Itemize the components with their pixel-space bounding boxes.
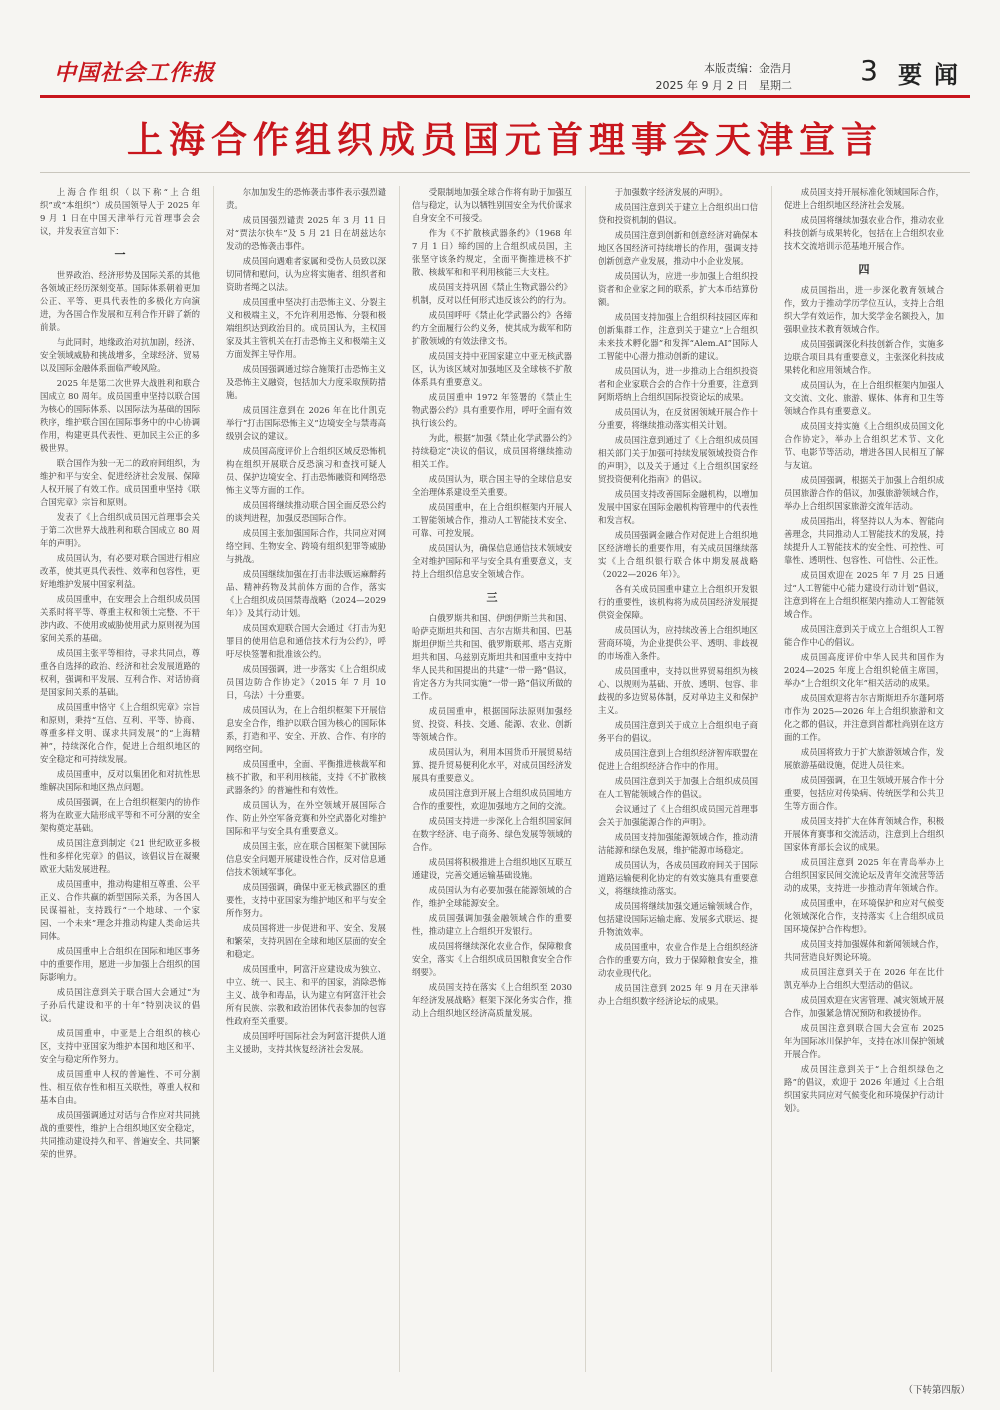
- paragraph: 成员国认为，在反贫困领域开展合作十分重要，将继续推动落实相关计划。: [598, 407, 758, 430]
- paragraph: 成员国欢迎联合国大会通过《打击为犯罪目的使用信息和通信技术行为公约》，呼吁尽快签署和批准该公约。: [226, 623, 386, 659]
- paragraph: 成员国强烈谴责 2025 年 3 月 11 日对“贾法尔快车”及 5 月 21 日在胡兹达尔发动的恐怖袭击事件。: [226, 215, 386, 251]
- paragraph: 成员国注意到创新和创意经济对确保本地区各国经济可持续增长的作用，强调支持创新创意产业发展，推动中小企业发展。: [598, 230, 758, 266]
- paragraph: 成员国主张平等相待，寻求共同点，尊重各自选择的政治、经济和社会发展道路的权利，强调和平发展、互利合作、对话协商是国家间关系的基础。: [40, 648, 200, 697]
- paragraph: 成员国重申，反对以集团化和对抗性思维解决国际和地区热点问题。: [40, 769, 200, 792]
- paragraph: 成员国强调通过综合施策打击恐怖主义及恐怖主义融资，包括加大力度采取预防措施。: [226, 364, 386, 400]
- paragraph: 成员国支持在落实《上合组织至 2030 年经济发展战略》框架下深化务实合作，推动上合组织地区经济高质量发展。: [412, 982, 572, 1018]
- paragraph: 成员国高度评价上合组织区域反恐怖机构在组织开展联合反恐演习和查找可疑人员、保护边境安全、打击恐怖融资和网络恐怖主义等方面的工作。: [226, 446, 386, 495]
- paragraph: 成员国注意到关于在 2026 年在比什凯克举办上合组织大型活动的倡议。: [784, 967, 944, 990]
- paragraph: 成员国重申，推动构建相互尊重、公平正义、合作共赢的新型国际关系，为各国人民谋福祉，支持践行“一个地球、一个家园、一个未来”理念并推动构建人类命运共同体。: [40, 879, 200, 941]
- paragraph: 成员国认为，在上合组织框架内加强人文交流、文化、旅游、媒体、体育和卫生等领域合作具有重要意义。: [784, 380, 944, 416]
- paragraph: 联合国作为独一无二的政府间组织，为维护和平与安全、促进经济社会发展、保障人权开展了有效工作。成员国重申坚持《联合国宪章》宗旨和原则。: [40, 458, 200, 507]
- paragraph: 白俄罗斯共和国、伊朗伊斯兰共和国、哈萨克斯坦共和国、吉尔吉斯共和国、巴基斯坦伊斯兰共和国、俄罗斯联邦、塔吉克斯坦共和国、乌兹别克斯坦共和国重申支持中华人民共和国提出的共建“一带一路”倡议，肯定各方为共同实施“一带一路”倡议所做的工作。: [412, 613, 572, 701]
- paragraph: 成员国注意到关于成立上合组织电子商务平台的倡议。: [598, 720, 758, 743]
- paragraph: 成员国强调，确保中亚无核武器区的重要性，支持中亚国家为维护地区和平与安全所作努力。: [226, 882, 386, 918]
- paragraph: 成员国主张加强国际合作，共同应对网络空间、生物安全、跨境有组织犯罪等威胁与挑战。: [226, 528, 386, 564]
- paragraph: 成员国重申，在上合组织框架内开展人工智能领域合作，推动人工智能技术安全、可靠、可控发展。: [412, 502, 572, 538]
- section-numeral: 四: [858, 263, 870, 276]
- paragraph: 成员国将继续推动联合国全面反恐公约的谈判进程，加强反恐国际合作。: [226, 500, 386, 523]
- paragraph: 成员国强调，在卫生领域开展合作十分重要，包括应对传染病、传统医学和公共卫生等方面合作。: [784, 775, 944, 811]
- paragraph: 成员国注意到关于成立上合组织人工智能合作中心的倡议。: [784, 624, 944, 647]
- paragraph: 成员国重申，阿富汗应建设成为独立、中立、统一、民主、和平的国家，消除恐怖主义、战争和毒品，认为建立有阿富汗社会所有民族、宗教和政治团体代表参加的包容性政府至关重要。: [226, 964, 386, 1026]
- paragraph: 成员国将致力于扩大旅游领域合作，发展旅游基础设施，促进人员往来。: [784, 747, 944, 770]
- article-column-5: [784, 186, 944, 1372]
- paragraph: 尔加加发生的恐怖袭击事件表示强烈谴责。: [226, 187, 386, 210]
- column-divider: [585, 186, 586, 1372]
- article-column-4: [598, 186, 758, 1372]
- headline: 上海合作组织成员国元首理事会天津宣言: [126, 120, 883, 161]
- paragraph: 成员国重申 1972 年签署的《禁止生物武器公约》具有重要作用，呼吁全面有效执行该公约。: [412, 392, 572, 428]
- paragraph: 成员国注意到关于建立上合组织出口信贷和投资机制的倡议。: [598, 202, 758, 225]
- paragraph: 成员国认为，各成员国政府间关于国际道路运输便利化协定的有效实施具有重要意义，将继续推动落实。: [598, 860, 758, 896]
- paragraph: 成员国重申，在环境保护和应对气候变化领域深化合作，支持落实《上合组织成员国环境保护合作构想》。: [784, 898, 944, 934]
- paragraph: 会议通过了《上合组织成员国元首理事会关于加强能源合作的声明》。: [598, 804, 758, 827]
- paragraph: 成员国将积极推进上合组织地区互联互通建设，完善交通运输基础设施。: [412, 857, 572, 880]
- article-column-3: [412, 186, 572, 1372]
- paragraph: 成员国支持加强上合组织科技园区库和创新集群工作，注意到关于建立“上合组织未来技术孵化器”和发挥“Alem.AI”国际人工智能中心潜力推动创新的建议。: [598, 312, 758, 361]
- paragraph: 成员国支持中亚国家建立中亚无核武器区，认为该区域对加强地区及全球核不扩散体系具有重要意义。: [412, 351, 572, 387]
- page-number: 3: [860, 54, 878, 87]
- paragraph: 成员国强调通过对话与合作应对共同挑战的重要性，维护上合组织地区安全稳定，共同推动建设持久和平、普遍安全、共同繁荣的世界。: [40, 1110, 200, 1159]
- paragraph: 成员国支持进一步深化上合组织国家间在数字经济、电子商务、绿色发展等领域的合作。: [412, 816, 572, 852]
- paragraph: 成员国注意到在 2026 年在比什凯克举行“打击国际恐怖主义”边境安全与禁毒高级别会议的建议。: [226, 405, 386, 441]
- paragraph: 与此同时，地缘政治对抗加剧，经济、安全领域威胁和挑战增多，全球经济、贸易以及国际金融体系面临严峻风险。: [40, 337, 200, 373]
- paragraph: 成员国欢迎将吉尔吉斯斯坦乔尔蓬阿塔市作为 2025—2026 年上合组织旅游和文化之都的倡议，并注意到首都杜尚别在这方面的工作。: [784, 693, 944, 742]
- newspaper-logo[interactable]: 中国社会工作报: [54, 60, 216, 86]
- paragraph: 成员国重申，农业合作是上合组织经济合作的重要方向，致力于保障粮食安全，推动农业现代化。: [598, 942, 758, 978]
- paragraph: 成员国将继续加强交通运输领域合作，包括建设国际运输走廊、发展多式联运、提升物流效率。: [598, 901, 758, 937]
- paragraph: 上海合作组织（以下称“上合组织”或“本组织”）成员国领导人于 2025 年 9 月 1 日在中国天津举行元首理事会会议，并发表宣言如下：: [40, 187, 200, 236]
- paragraph: 受限制地加强全球合作将有助于加强互信与稳定，认为以牺牲别国安全为代价谋求自身安全不可接受。: [412, 187, 572, 223]
- paragraph: 成员国将继续深化农业合作，保障粮食安全，落实《上合组织成员国粮食安全合作纲要》。: [412, 941, 572, 977]
- section-title: 要闻: [898, 61, 970, 89]
- paragraph: 成员国注意到开展上合组织成员国地方合作的重要性，欢迎加强地方之间的交流。: [412, 788, 572, 811]
- paragraph: 成员国强调，在上合组织框架内的协作将为在欧亚大陆形成平等和不可分割的安全架构奠定基础。: [40, 797, 200, 833]
- paragraph: 成员国认为，确保信息通信技术领域安全对维护国际和平与安全具有重要意义，支持上合组织信息安全领域合作。: [412, 543, 572, 579]
- paragraph: 成员国重申，中亚是上合组织的核心区，支持中亚国家为维护本国和地区和平、安全与稳定所作努力。: [40, 1028, 200, 1064]
- paragraph: 成员国认为，联合国主导的全球信息安全治理体系建设至关重要。: [412, 474, 572, 497]
- paragraph: 成员国注意到联合国大会宣布 2025 年为国际冰川保护年，支持在冰川保护领域开展合作。: [784, 1023, 944, 1059]
- paragraph: 成员国指出，进一步深化教育领域合作，致力于推动学历学位互认，支持上合组织大学有效运作，加大奖学金名额投入，加强职业技术教育领域合作。: [784, 285, 944, 334]
- paragraph: 成员国注意到制定《21 世纪欧亚多极性和多样化宪章》的倡议，该倡议旨在凝聚欧亚大陆发展进程。: [40, 838, 200, 874]
- paragraph: 成员国欢迎在 2025 年 7 月 25 日通过“人工智能中心能力建设行动计划”倡议，注意到将在上合组织框架内推动人工智能领域合作。: [784, 570, 944, 619]
- paragraph: 成员国强调，进一步落实《上合组织成员国边防合作协定》（2015 年 7 月 10 日，乌法）十分重要。: [226, 664, 386, 700]
- paragraph: 成员国强调加强金融领域合作的重要性，推动建立上合组织开发银行。: [412, 913, 572, 936]
- paragraph: 成员国注意到通过了《上合组织成员国相关部门关于加强可持续发展领域投资合作的声明》，以及关于通过《上合组织国家经贸投资便利化指南》的倡议。: [598, 435, 758, 484]
- paragraph: 成员国支持扩大在体育领域合作，积极开展体育赛事和交流活动，注意到上合组织国家体育部长会议的成果。: [784, 816, 944, 852]
- paragraph: 成员国向遇难者家属和受伤人员致以深切同情和慰问，认为应将实施者、组织者和资助者绳之以法。: [226, 256, 386, 292]
- paragraph: 成员国注意到 2025 年 9 月在天津举办上合组织数字经济论坛的成果。: [598, 983, 758, 1006]
- paragraph: 成员国支持改善国际金融机构，以增加发展中国家在国际金融机构管理中的代表性和发言权。: [598, 489, 758, 525]
- paragraph: 成员国欢迎在灾害管理、减灾领域开展合作，加强紧急情况预防和救援协作。: [784, 995, 944, 1018]
- paragraph: 成员国认为，应持续改善上合组织地区营商环境，为企业提供公平、透明、非歧视的市场准入条件。: [598, 625, 758, 661]
- paragraph: 成员国支持实施《上合组织成员国文化合作协定》，举办上合组织艺术节、文化节、电影节等活动，增进各国人民相互了解与友谊。: [784, 421, 944, 470]
- paragraph: 成员国支持巩固《禁止生物武器公约》机制，反对以任何形式违反该公约的行为。: [412, 282, 572, 305]
- column-divider: [399, 186, 400, 1372]
- paragraph: 为此，根据“加强《禁止化学武器公约》持续稳定”决议的倡议，成员国将继续推动相关工作。: [412, 433, 572, 469]
- paragraph: 于加强数字经济发展的声明》。: [614, 187, 728, 197]
- paragraph: 成员国将进一步促进和平、安全、发展和繁荣，支持巩固在全球和地区层面的安全和稳定。: [226, 923, 386, 959]
- article-column-1: [40, 186, 200, 1372]
- masthead: [40, 34, 970, 96]
- paragraph: 成员国支持加强能源领域合作，推动清洁能源和绿色发展，维护能源市场稳定。: [598, 832, 758, 855]
- paragraph: 成员国重申，在安理会上合组织成员国关系时将平等、尊重主权和领土完整、不干涉内政、不使用或威胁使用武力原则视为国家间关系的基础。: [40, 594, 200, 643]
- paragraph: 作为《不扩散核武器条约》（1968 年 7 月 1 日）缔约国的上合组织成员国，主张坚守该条约规定，全面平衡推进核不扩散、核裁军和和平利用核能三大支柱。: [412, 228, 572, 277]
- paragraph: 成员国重申，根据国际法原则加强经贸、投资、科技、交通、能源、农业、创新等领域合作。: [412, 706, 572, 742]
- paragraph: 成员国重申，支持以世界贸易组织为核心、以规则为基础、开放、透明、包容、非歧视的多边贸易体制，反对单边主义和保护主义。: [598, 666, 758, 715]
- paragraph: 成员国呼吁《禁止化学武器公约》各缔约方全面履行公约义务，使其成为裁军和防扩散领域的有效法律文书。: [412, 310, 572, 346]
- paragraph: 成员国重申人权的普遍性、不可分割性、相互依存性和相互关联性，尊重人权和基本自由。: [40, 1069, 200, 1105]
- paragraph: 成员国指出，将坚持以人为本、智能向善理念，共同推动人工智能技术的发展，持续提升人工智能技术的安全性、可控性、可靠性、透明性、包容性、可信性、公正性。: [784, 516, 944, 565]
- paragraph: 成员国支持加强媒体和新闻领域合作，共同营造良好舆论环境。: [784, 939, 944, 962]
- paragraph: 成员国重申，全面、平衡推进核裁军和核不扩散，和平利用核能，支持《不扩散核武器条约》的普遍性和有效性。: [226, 759, 386, 795]
- paragraph: 成员国认为，有必要对联合国进行相应改革，使其更具代表性、效率和包容性，更好地维护发展中国家利益。: [40, 553, 200, 589]
- paragraph: 成员国注意到关于加强上合组织成员国在人工智能领域合作的倡议。: [598, 776, 758, 799]
- paragraph: 成员国认为有必要加强在能源领域的合作，维护全球能源安全。: [412, 885, 572, 908]
- paragraph: 成员国重申上合组织在国际和地区事务中的重要作用，愿进一步加强上合组织的国际影响力。: [40, 946, 200, 982]
- paragraph: 世界政治、经济形势及国际关系的其他各领域正经历深刻变革。国际体系朝着更加公正、平等、更具代表性的多极化方向演进，为各国合作发展和互利合作开辟了新的前景。: [40, 270, 200, 332]
- continuation-note[interactable]: （下转第四版）: [903, 1385, 970, 1396]
- column-divider: [213, 186, 214, 1372]
- paragraph: 成员国强调金融合作对促进上合组织地区经济增长的重要作用，有关成员国继续落实《上合组织银行联合体中期发展战略（2022—2026 年）》。: [598, 530, 758, 579]
- masthead-meta: [656, 60, 792, 94]
- paragraph: 成员国注意到关于联合国大会通过“为子孙后代建设和平的十年”特别决议的倡议。: [40, 987, 200, 1023]
- paragraph: 成员国强调深化科技创新合作，实施多边联合项目具有重要意义，主张深化科技成果转化和应用领域合作。: [784, 339, 944, 375]
- section-numeral: 三: [486, 591, 498, 604]
- issue-date: 2025 年 9 月 2 日 星期二: [655, 79, 792, 92]
- paragraph: 发表了《上合组织成员国元首理事会关于第二次世界大战胜利和联合国成立 80 周年的声明》。: [40, 512, 200, 548]
- paragraph: 成员国注意到 2025 年在青岛举办上合组织国家民间交流论坛及青年交流营等活动的成果，支持进一步推动青年领域合作。: [784, 857, 944, 893]
- editor-credit: 本版责编：金浩月: [704, 62, 792, 75]
- paragraph: 2025 年是第二次世界大战胜利和联合国成立 80 周年。成员国重申坚持以联合国为核心的国际体系、以国际法为基础的国际秩序，维护联合国在国际事务中的中心协调作用，构建更具代表性、更加民主公正的多极世界。: [40, 378, 200, 453]
- paragraph: 成员国认为，在外空领域开展国际合作、防止外空军备竞赛和外空武器化对维护国际和平与安全具有重要意义。: [226, 800, 386, 836]
- paragraph: 成员国注意到关于“上合组织绿色之路”的倡议，欢迎于 2026 年通过《上合组织国家共同应对气候变化和环境保护行动计划》。: [784, 1064, 944, 1113]
- paragraph: 成员国认为，在上合组织框架下开展信息安全合作，维护以联合国为核心的国际体系，打造和平、安全、开放、合作、有序的网络空间。: [226, 705, 386, 754]
- paragraph: 成员国呼吁国际社会为阿富汗提供人道主义援助，支持其恢复经济社会发展。: [226, 1031, 386, 1054]
- paragraph: 成员国注意到上合组织经济智库联盟在促进上合组织经济合作中的作用。: [598, 748, 758, 771]
- masthead-rule: [40, 95, 970, 98]
- paragraph: 成员国主张，应在联合国框架下就国际信息安全问题开展建设性合作，反对信息通信技术领域军事化。: [226, 841, 386, 877]
- paragraph: 成员国重申坚决打击恐怖主义、分裂主义和极端主义，不允许利用恐怖、分裂和极端组织达到政治目的。成员国认为，主权国家及其主管机关在打击恐怖主义和极端主义方面发挥主导作用。: [226, 297, 386, 359]
- paragraph: 成员国重申恪守《上合组织宪章》宗旨和原则，秉持“互信、互利、平等、协商、尊重多样文明、谋求共同发展”的“上海精神”，持续深化合作，促进上合组织地区的安全稳定和可持续发展。: [40, 702, 200, 764]
- paragraph: 成员国继续加强在打击非法贩运麻醉药品、精神药物及其前体方面的合作，落实《上合组织成员国禁毒战略（2024—2029 年）》及其行动计划。: [226, 569, 386, 618]
- paragraph: 成员国高度评价中华人民共和国作为 2024—2025 年度上合组织轮值主席国，举办“上合组织文化年”相关活动的成果。: [784, 652, 944, 688]
- article-column-2: [226, 186, 386, 1372]
- section-numeral: 一: [114, 248, 126, 261]
- column-divider: [771, 186, 772, 1372]
- paragraph: 成员国认为，进一步推动上合组织投资者和企业家联合会的合作十分重要，注意到阿斯塔纳上合组织国际投资论坛的成果。: [598, 366, 758, 402]
- paragraph: 成员国支持开展标准化领域国际合作，促进上合组织地区经济社会发展。: [784, 187, 944, 210]
- paragraph: 各有关成员国重申建立上合组织开发银行的重要性，该机构将为成员国经济发展提供资金保障。: [598, 584, 758, 620]
- paragraph: 成员国认为，应进一步加强上合组织投资者和企业家之间的联系，扩大本币结算份额。: [598, 271, 758, 307]
- paragraph: 成员国将继续加强农业合作，推动农业科技创新与成果转化，包括在上合组织农业技术交流培训示范基地开展合作。: [784, 215, 944, 251]
- paragraph: 成员国认为，利用本国货币开展贸易结算、提升贸易便利化水平，对成员国经济发展具有重要意义。: [412, 747, 572, 783]
- headline-divider: [40, 172, 970, 173]
- paragraph: 成员国强调，根据关于加强上合组织成员国旅游合作的倡议，加强旅游领域合作，举办上合组织国家旅游交流年活动。: [784, 475, 944, 511]
